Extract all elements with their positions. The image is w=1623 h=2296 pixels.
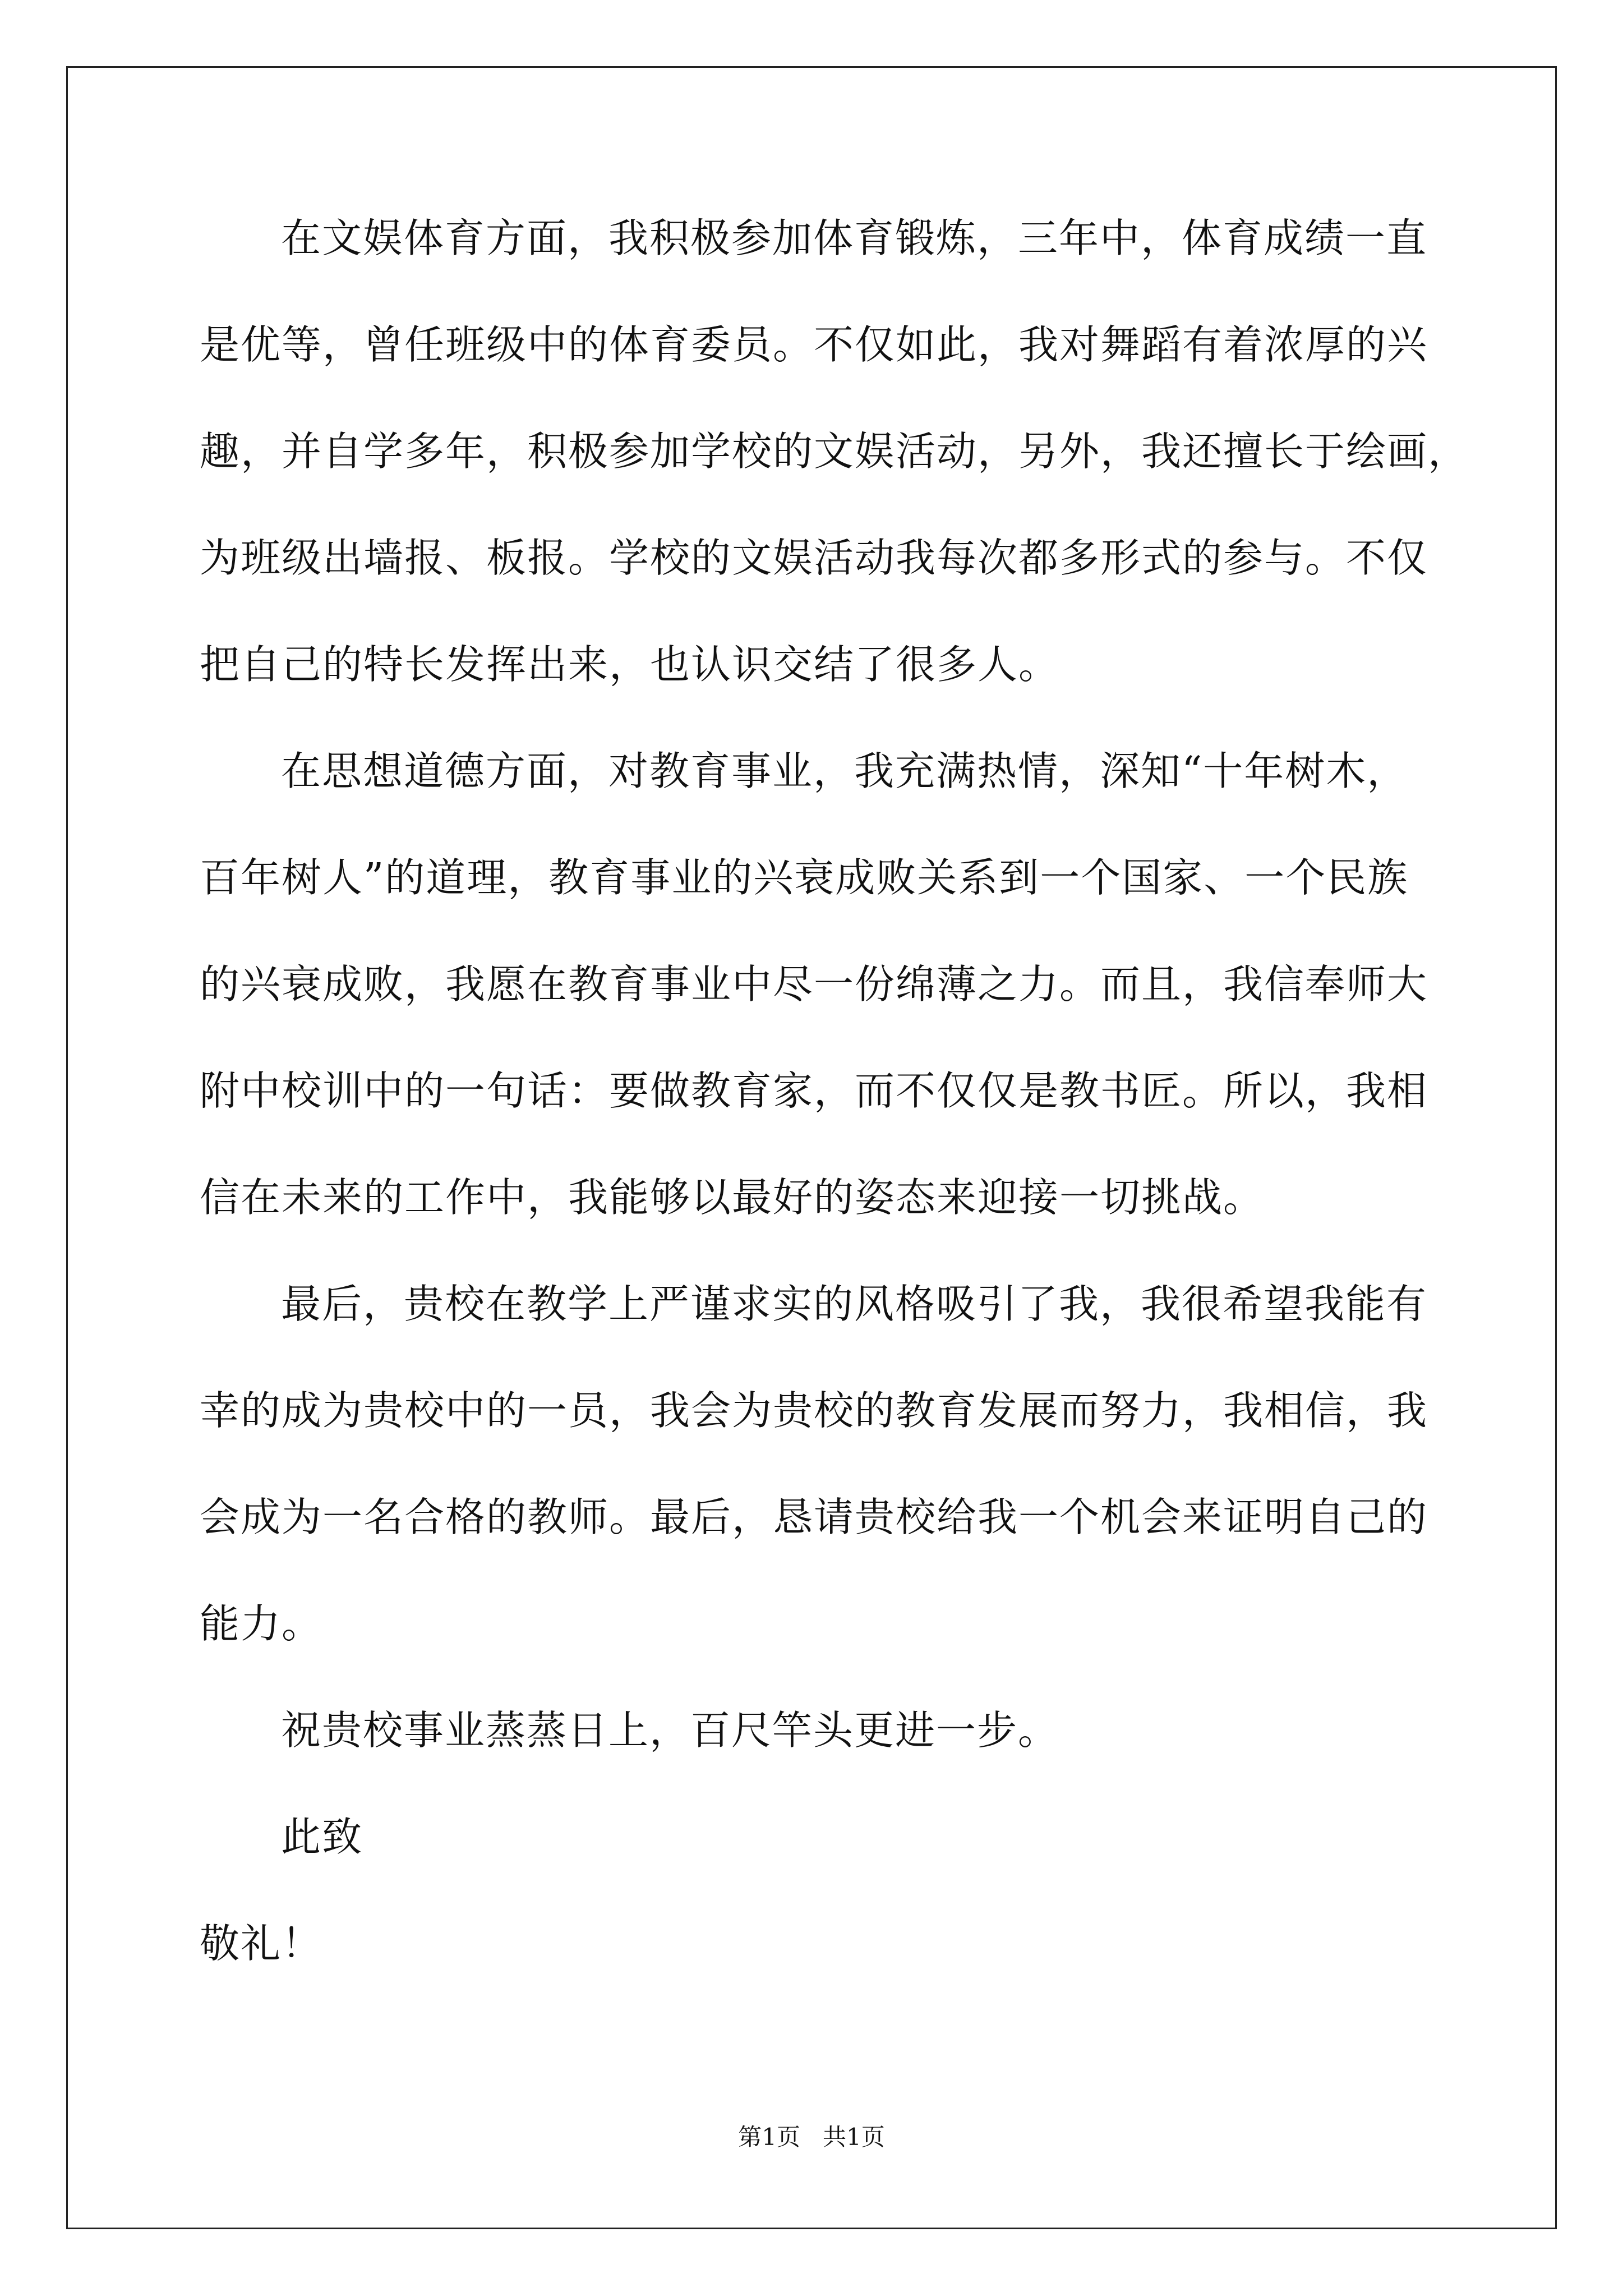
text-line: 幸的成为贵校中的一员，我会为贵校的教育发展而努力，我相信，我 <box>200 1387 1428 1434</box>
page-footer: 第1页 共1页 <box>738 2123 885 2151</box>
text-line: 趣，并自学多年，积极参加学校的文娱活动，另外，我还擅长于绘画， <box>200 428 1469 475</box>
text-line: 的兴衰成败，我愿在教育事业中尽一份绵薄之力。而且，我信奉师大 <box>200 961 1428 1007</box>
text-line: 是优等，曾任班级中的体育委员。不仅如此，我对舞蹈有着浓厚的兴 <box>200 321 1428 368</box>
text-line: 能力。 <box>200 1600 323 1647</box>
text-line: 会成为一名合格的教师。最后，恳请贵校给我一个机会来证明自己的 <box>200 1494 1428 1540</box>
text-line: 最后，贵校在教学上严谨求实的风格吸引了我，我很希望我能有 <box>281 1281 1428 1327</box>
closing-salutation: 此致 <box>281 1814 363 1860</box>
page-border <box>66 66 1557 2229</box>
text-line: 信在未来的工作中，我能够以最好的姿态来迎接一切挑战。 <box>200 1174 1265 1221</box>
text-line: 在文娱体育方面，我积极参加体育锻炼，三年中，体育成绩一直 <box>281 215 1428 261</box>
text-line: 附中校训中的一句话：要做教育家，而不仅仅是教书匠。所以，我相 <box>200 1068 1428 1114</box>
closing-regards: 敬礼！ <box>200 1920 323 1967</box>
text-line: 百年树人”的道理，教育事业的兴衰成败关系到一个国家、一个民族 <box>200 854 1409 901</box>
closing-wish: 祝贵校事业蒸蒸日上，百尺竿头更进一步。 <box>281 1707 1059 1754</box>
text-line: 在思想道德方面，对教育事业，我充满热情，深知“十年树木， <box>281 748 1408 794</box>
text-line: 为班级出墙报、板报。学校的文娱活动我每次都多形式的参与。不仅 <box>200 535 1428 581</box>
text-line: 把自己的特长发挥出来，也认识交结了很多人。 <box>200 641 1060 688</box>
